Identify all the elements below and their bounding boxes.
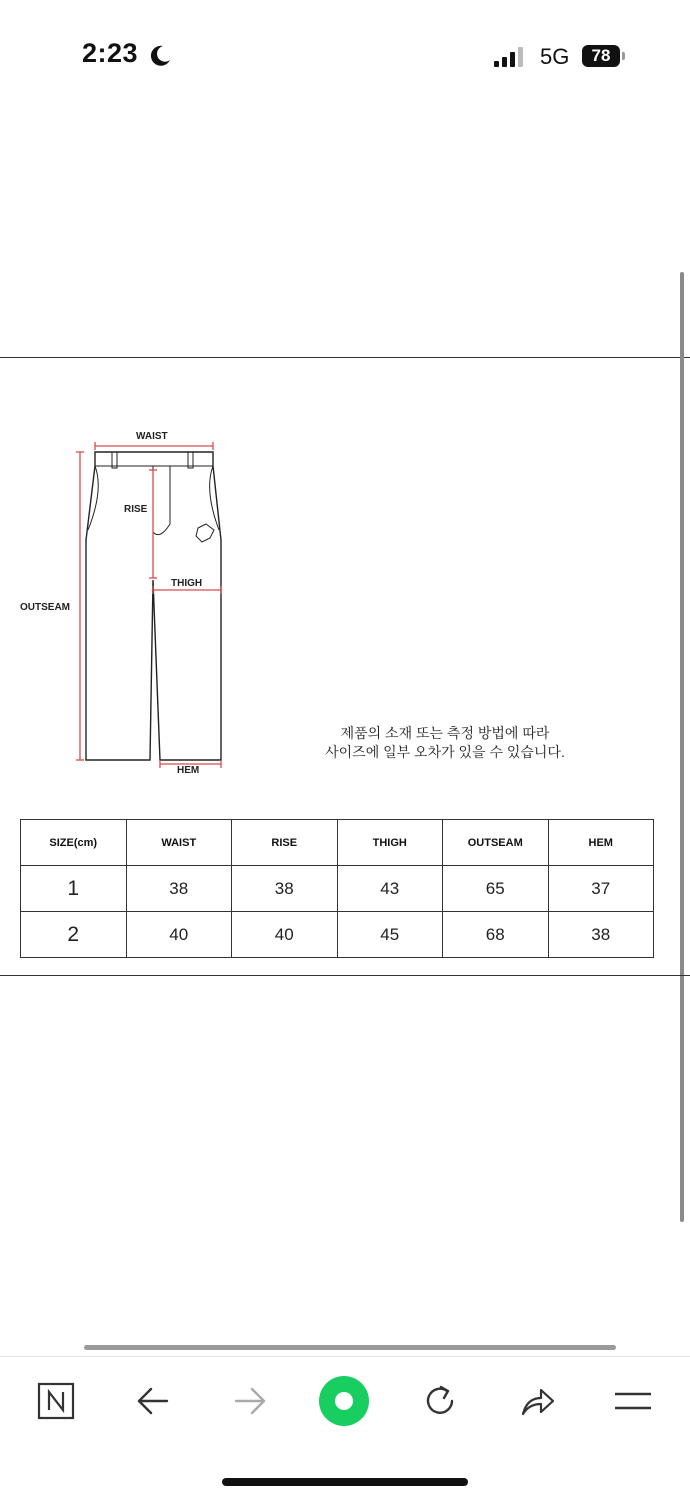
menu-button[interactable]	[607, 1375, 659, 1427]
back-button[interactable]	[127, 1375, 179, 1427]
signal-bars-icon	[494, 46, 528, 68]
horizontal-scrollbar[interactable]	[84, 1345, 616, 1350]
rise-label: RISE	[124, 504, 148, 515]
forward-arrow-icon	[232, 1383, 268, 1419]
moon-icon	[148, 44, 172, 68]
top-divider	[0, 357, 690, 358]
table-header-row	[21, 820, 654, 866]
refresh-button[interactable]	[414, 1375, 466, 1427]
status-time: 2:23	[82, 38, 139, 68]
back-arrow-icon	[135, 1383, 171, 1419]
share-icon	[517, 1382, 557, 1420]
cell-rise: 38	[232, 866, 338, 912]
header-outseam: OUTSEAM	[443, 820, 549, 866]
naver-home-icon	[37, 1382, 75, 1420]
forward-button[interactable]	[224, 1375, 276, 1427]
battery-level: 78	[582, 45, 620, 67]
size-table	[20, 819, 654, 958]
cell-hem: 37	[548, 866, 654, 912]
green-dot-icon	[318, 1375, 370, 1427]
header-waist: WAIST	[126, 820, 232, 866]
cell-hem: 38	[548, 912, 654, 958]
share-button[interactable]	[511, 1375, 563, 1427]
cell-outseam: 65	[443, 866, 549, 912]
header-size: SIZE(cm)	[21, 820, 127, 866]
menu-icon	[613, 1386, 653, 1416]
cell-thigh: 45	[337, 912, 443, 958]
notice-line-1: 제품의 소재 또는 측정 방법에 따라	[340, 725, 550, 741]
header-rise: RISE	[232, 820, 338, 866]
home-indicator[interactable]	[222, 1478, 468, 1486]
bottom-divider	[0, 975, 690, 976]
cell-waist: 40	[126, 912, 232, 958]
notice-line-2: 사이즈에 일부 오차가 있을 수 있습니다.	[325, 744, 565, 760]
size-notice	[300, 724, 590, 762]
cell-thigh: 43	[337, 866, 443, 912]
outseam-label: OUTSEAM	[20, 602, 70, 613]
header-thigh: THIGH	[337, 820, 443, 866]
network-type: 5G	[540, 44, 570, 69]
naver-home-button[interactable]	[30, 1375, 82, 1427]
header-hem: HEM	[548, 820, 654, 866]
hem-label: HEM	[177, 765, 200, 776]
green-dot-button[interactable]	[318, 1375, 370, 1427]
cell-size: 1	[21, 866, 127, 912]
status-bar	[0, 0, 690, 110]
pants-measurement-diagram	[0, 420, 300, 790]
table-row	[21, 912, 654, 958]
refresh-icon	[421, 1382, 459, 1420]
browser-toolbar	[0, 1356, 690, 1447]
battery-tip	[622, 52, 625, 60]
cell-rise: 40	[232, 912, 338, 958]
thigh-label: THIGH	[171, 578, 203, 589]
table-row	[21, 866, 654, 912]
battery-icon	[582, 45, 626, 67]
cell-waist: 38	[126, 866, 232, 912]
cell-size: 2	[21, 912, 127, 958]
cell-outseam: 68	[443, 912, 549, 958]
waist-label: WAIST	[136, 431, 168, 442]
vertical-scrollbar[interactable]	[680, 272, 684, 1222]
